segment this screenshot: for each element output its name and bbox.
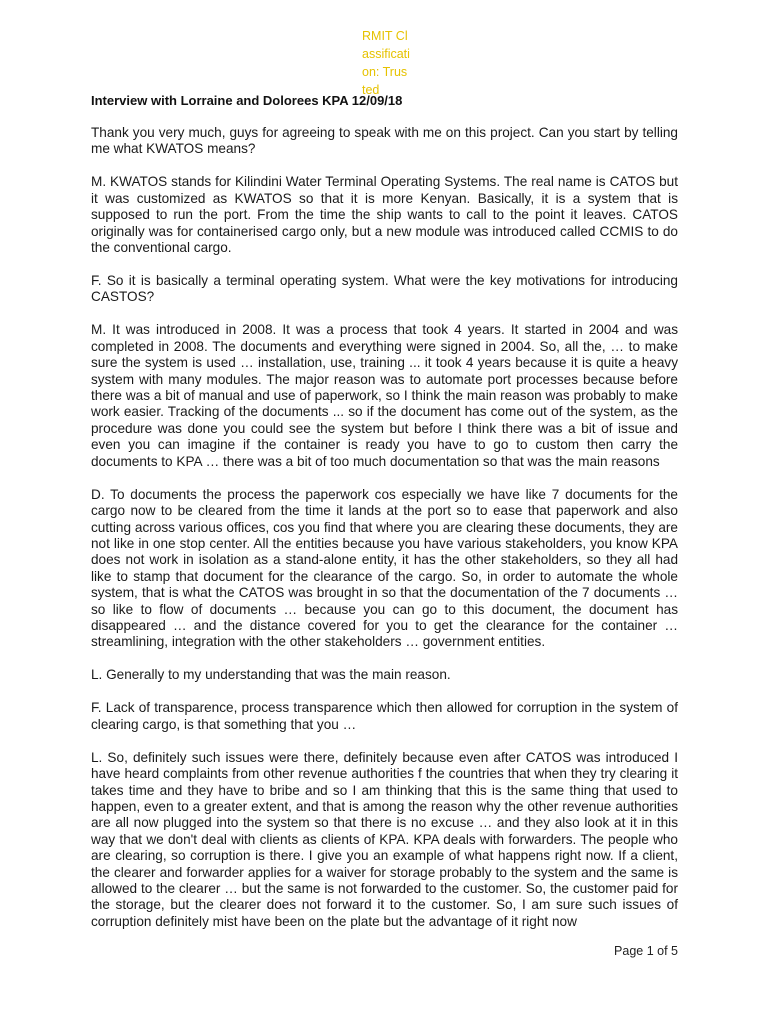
paragraph: M. KWATOS stands for Kilindini Water Terminal Operating Systems. The real name is CATOS but it was customized as KWATOS so that it is more Kenyan. Basically, it is a system that is supposed to run the port. From the time the ship wants to call to the point it leaves. CATOS originally was for containerised cargo only, but a new module was introduced called CCMIS to do the conventional cargo. [91, 174, 678, 256]
paragraph: F. So it is basically a terminal operating system. What were the key motivations for introducing CASTOS? [91, 273, 678, 305]
paragraph: D. To documents the process the paperwork cos especially we have like 7 documents for the cargo now to be cleared from the time it lands at the port so to ease that paperwork and also cutting across various offices, cos you find that where you are clearing these documents, they are not like in one stop center. All the entities because you have various stakeholders, you know KPA does not work in isolation as a stand-alone entity, it has the other stakeholders, so they all had like to stamp that document for the clearance of the cargo. So, in order to automate the whole system, that is what the CATOS was brought in so that the documentation of the 7 documents … so like to flow of documents … because you can go to this document, the document has disappeared … and the distance covered for you to get the clearance for the container … streamlining, integration with the other stakeholders … government entities. [91, 486, 678, 650]
classification-label: RMIT Classification: Trusted [362, 29, 410, 97]
paragraph: L. Generally to my understanding that was the main reason. [91, 667, 451, 683]
page-number: Page 1 of 5 [614, 944, 678, 958]
paragraph: F. Lack of transparence, process transparence which then allowed for corruption in the system of clearing cargo, is that something that you … [91, 700, 678, 732]
paragraph: M. It was introduced in 2008. It was a process that took 4 years. It started in 2004 and was completed in 2008. The documents and everything were signed in 2004. So, all the, … to make sure the system is used … installation, use, training ... it took 4 years because it is quite a heavy system with many modules. The major reason was to automate port processes because before there was a bit of manual and use of paperwork, so I think the main reason was probably to make work easier. Tracking of the documents ... so if the document has come out of the system, as the procedure was done you could see the system but before I think there was a bit of issue and even you can imagine if the container is ready you have to go to custom then carry the documents to KPA … there was a bit of too much documentation so that was the main reasons [91, 322, 678, 469]
document-body [91, 125, 678, 947]
page-title: Interview with Lorraine and Dolorees KPA 12/09/18 [91, 93, 403, 108]
paragraph: L. So, definitely such issues were there, definitely because even after CATOS was introduced I have heard complaints from other revenue authorities f the countries that when they try clearing it takes time and they have to bribe and so I am thinking that this is the same thing that used to happen, even to a greater extent, and that is among the reason why the other revenue authorities are all now plugged into the system so that there is no excuse … and they also look at it in this way that we don't deal with clients as clients of KPA. KPA deals with forwarders. The people who are clearing, so corruption is there. I give you an example of what happens right now. If a client, the clearer and forwarder applies for a waiver for storage probably to the system and the same is allowed to the clearer … but the same is not forwarded to the customer. So, the customer paid for the storage, but the clearer does not forward it to the customer. So, I am sure such issues of corruption definitely mist have been on the plate but the advantage of it right now [91, 749, 678, 929]
paragraph: Thank you very much, guys for agreeing to speak with me on this project. Can you start by telling me what KWATOS means? [91, 125, 678, 157]
